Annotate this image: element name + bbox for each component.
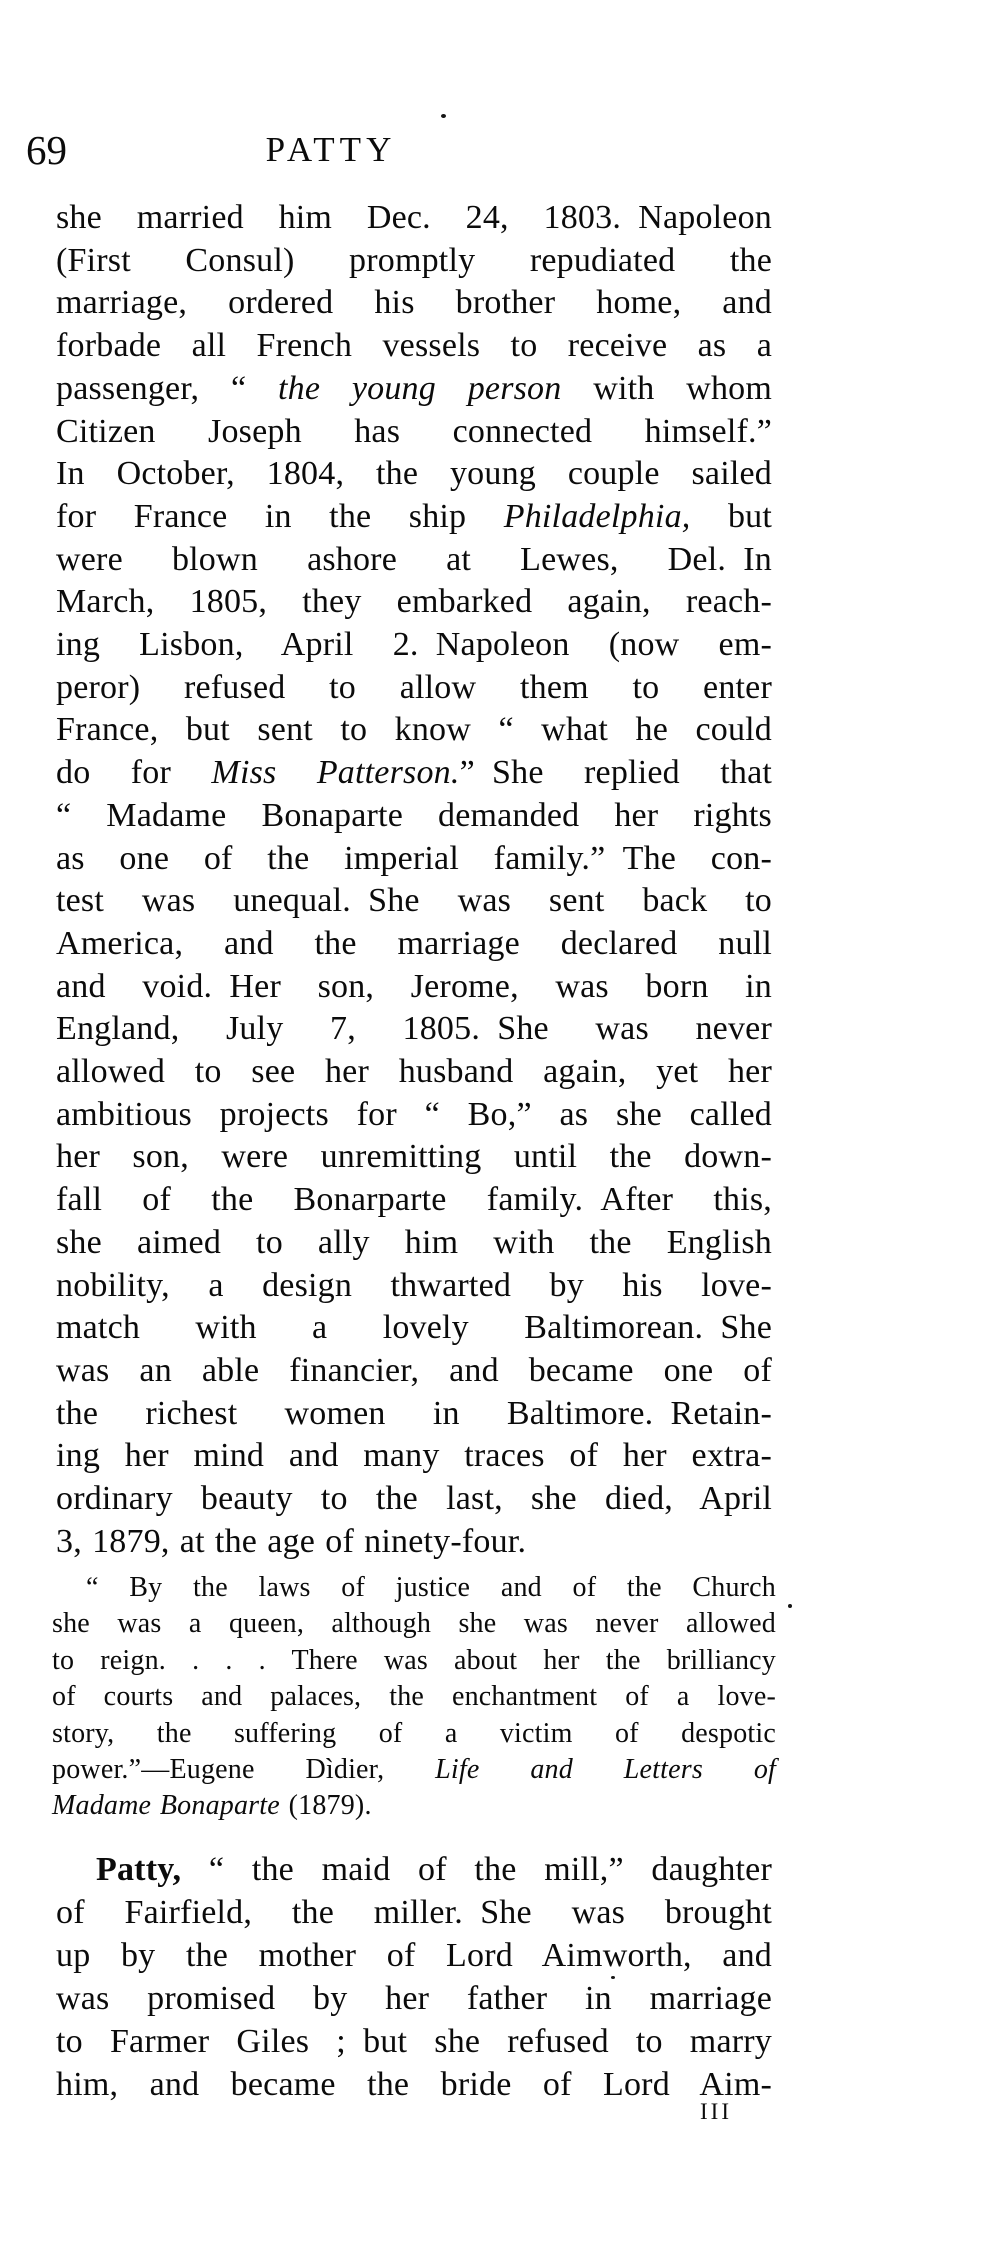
text-segment: do for [56,754,212,792]
text-segment: the young person [277,369,562,407]
text-line [56,1934,772,1977]
text-segment: America, and the marriage declared null [56,924,772,962]
text-line [52,1606,776,1642]
text-segment: “ the maid of the mill,” daughter [181,1851,772,1888]
text-line [56,795,772,838]
text-line [56,1393,772,1436]
text-line [56,496,772,539]
text-line [56,453,772,496]
text-line [56,923,772,966]
text-segment: marriage, ordered his brother home, and [56,284,772,322]
ink-speck [611,1976,615,1979]
text-segment: her son, were unremitting until the down- [56,1138,772,1176]
text-line [56,325,772,368]
signature-mark: III [700,2099,732,2124]
text-segment: England, July 7, 1805. She was never [56,1010,772,1048]
text-segment: ordinary beauty to the last, she died, April [56,1480,772,1518]
text-line [56,1265,772,1308]
text-segment: she was a queen, although she was never allowed [52,1608,776,1640]
text-segment: (1879). [279,1790,372,1822]
text-segment: for France in the ship [56,497,504,535]
text-segment: Miss Patterson. [211,754,460,792]
text-line [56,411,772,454]
text-line [56,2063,772,2106]
text-segment: Life and Letters of [435,1754,776,1786]
text-segment: ” She replied that [459,754,773,792]
text-line [56,1435,772,1478]
text-segment: peror) refused to allow them to enter [56,668,772,706]
text-line [52,1570,776,1606]
text-segment: she aimed to ally him with the English [56,1223,772,1261]
text-line [56,282,772,325]
text-segment: were blown ashore at Lewes, Del. In [56,540,772,578]
text-line [52,1716,776,1752]
text-segment: to Farmer Giles ; but she refused to marry [56,2023,772,2060]
text-segment: was an able financier, and became one of [56,1351,772,1389]
text-segment: fall of the Bonarparte family. After this, [56,1181,772,1219]
text-segment: forbade all French vessels to receive as a [56,327,772,365]
text-line [56,197,772,240]
text-segment: story, the suffering of a victim of despotic [52,1717,776,1749]
text-segment: In October, 1804, the young couple sailed [56,455,772,493]
text-segment: power.”—Eugene Dìdier, [52,1754,436,1786]
text-line [56,1051,772,1094]
text-segment: she married him Dec. 24, 1803. Napoleon [56,199,772,236]
ink-speck [441,114,446,118]
text-line [52,1752,776,1788]
text-segment: allowed to see her husband again, yet her [56,1053,772,1091]
text-segment: Patty, [96,1851,182,1888]
quotation-paragraph [52,1570,776,1825]
text-line [56,581,772,624]
entry-continuation-paragraph [56,197,772,1564]
text-segment: up by the mother of Lord Aimworth, and [56,1937,772,1974]
text-line [56,966,772,1009]
text-segment: Madame Bonaparte [52,1790,280,1822]
text-line [56,752,772,795]
text-segment: “ Madame Bonaparte demanded her rights [56,796,772,834]
text-line [56,368,772,411]
text-line [56,1977,772,2020]
text-segment: France, but sent to know “ what he could [56,711,772,749]
text-line [56,1848,772,1891]
text-line [56,1094,772,1137]
text-segment: ing Lisbon, April 2. Napoleon (now em- [56,626,772,664]
running-head: PATTY [265,130,397,169]
text-segment: ing her mind and many traces of her extra- [56,1437,772,1475]
text-segment: passenger, “ [56,369,278,407]
text-line [56,709,772,752]
text-segment: Philadelphia, [503,497,691,535]
text-line [52,1643,776,1679]
text-segment: as one of the imperial family.” The con- [56,839,772,877]
text-segment: nobility, a design thwarted by his love- [56,1266,772,1304]
text-segment: with whom [561,369,773,407]
text-line [56,1222,772,1265]
text-segment: March, 1805, they embarked again, reach- [56,583,772,621]
text-segment: ambitious projects for “ Bo,” as she called [56,1095,772,1133]
text-segment: but [690,497,772,535]
text-line [52,1788,776,1824]
patty-entry-paragraph [56,1848,772,2106]
text-line [56,1891,772,1934]
text-segment: him, and became the bride of Lord Aim- [56,2066,772,2103]
text-segment: match with a lovely Baltimorean. She [56,1309,772,1347]
text-line [52,1679,776,1715]
text-segment: test was unequal. She was sent back to [56,882,772,920]
text-line [56,240,772,283]
page-number: 69 [26,127,67,173]
text-line [56,1179,772,1222]
text-line [56,1008,772,1051]
ink-speck [788,1604,792,1608]
text-line [56,880,772,923]
text-line [56,539,772,582]
text-line [56,2020,772,2063]
text-line [56,1350,772,1393]
text-segment: “ By the laws of justice and of the Church [86,1572,776,1603]
text-segment: to reign. . . . There was about her the brilliancy [52,1644,776,1676]
text-line [56,667,772,710]
text-segment: was promised by her father in marriage [56,1980,772,2017]
text-segment: the richest women in Baltimore. Retain- [56,1394,772,1432]
text-segment: of courts and palaces, the enchantment of a love- [52,1681,776,1713]
text-segment: Citizen Joseph has connected himself.” [56,412,772,450]
text-line [56,624,772,667]
text-segment: (First Consul) promptly repudiated the [56,241,772,279]
text-segment: and void. Her son, Jerome, was born in [56,967,772,1005]
text-segment: of Fairfield, the miller. She was brought [56,1894,772,1931]
text-line [56,1307,772,1350]
text-line [56,1136,772,1179]
text-line [56,838,772,881]
text-line [56,1478,772,1521]
text-line [56,1521,772,1564]
text-segment: 3, 1879, at the age of ninety-four. [56,1522,527,1560]
